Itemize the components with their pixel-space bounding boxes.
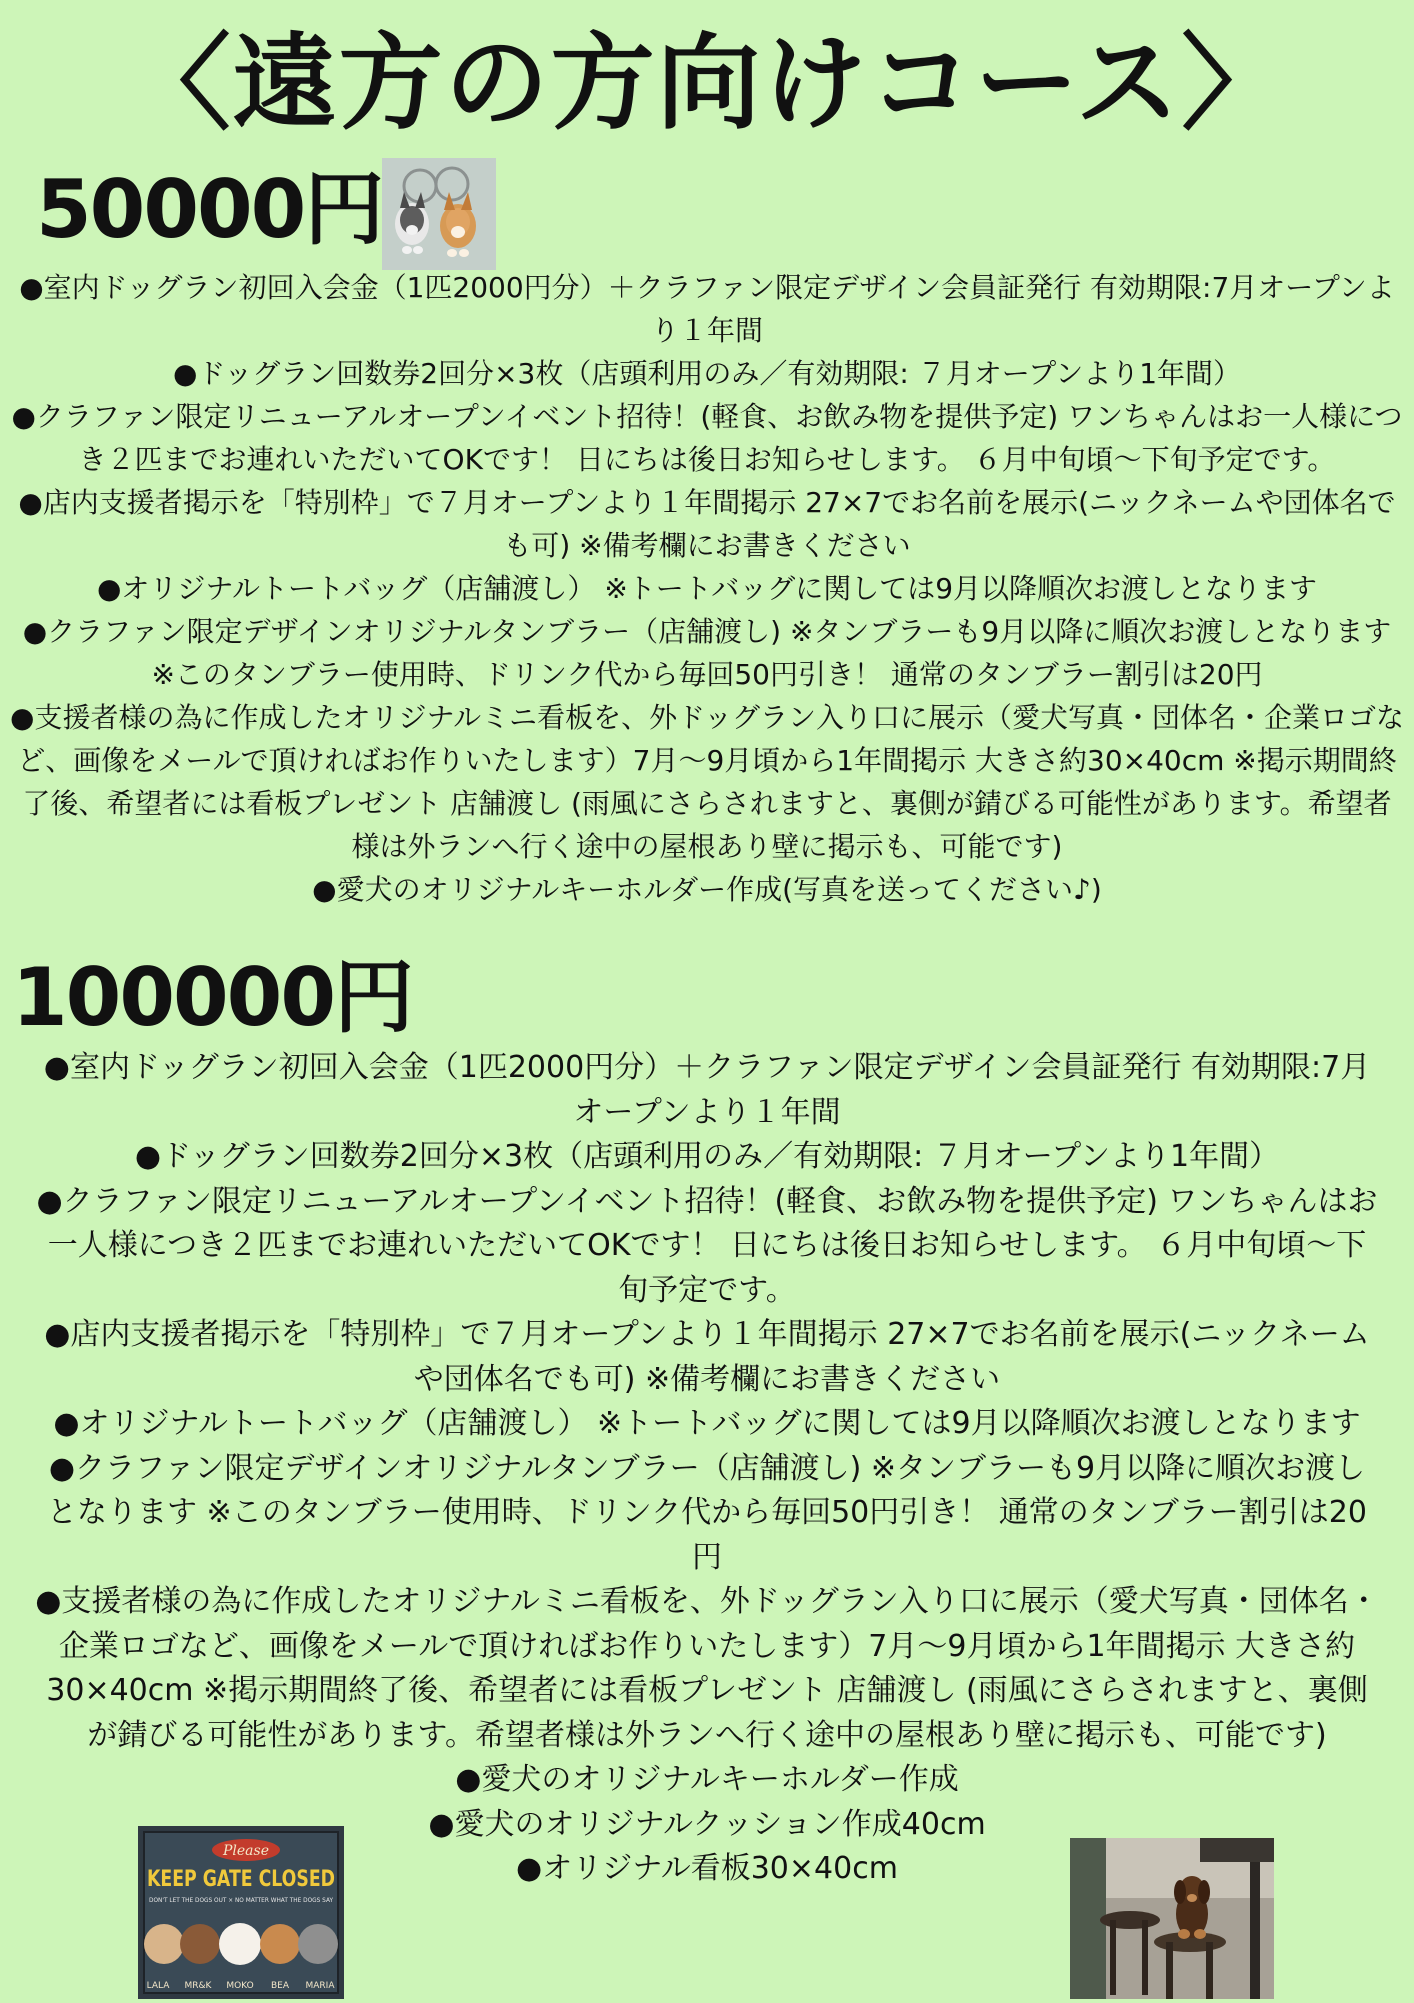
dog-cushion-icon: [1070, 1838, 1274, 1999]
list-item: ●支援者様の為に作成したオリジナルミニ看板を、外ドッグラン入り口に展示（愛犬写真・団体名・企業ロゴなど、画像をメールで頂ければお作りいたします）7月〜9月頃から1年間掲示 大きさ約30×40cm ※掲示期間終了後、希望者には看板プレゼント 店舗渡し (雨風にさらされますと、裏側が錆びる可能性があります。希望者様は外ランへ行く途中の屋根あり壁に掲示も、可能です): [35, 1584, 1379, 1753]
list-item: ●クラファン限定リニューアルオープンイベント招待！(軽食、お飲み物を提供予定) ワンちゃんはお一人様につき２匹までお連れいただいてOKです！ 日にちは後日お知らせします。 ６月中旬頃〜下旬予定です。: [11, 400, 1403, 476]
gate-sign-icon: [138, 1826, 344, 1999]
sign-dog-name: MARIA: [305, 1981, 335, 1991]
list-item: ●クラファン限定デザインオリジナルタンブラー（店舗渡し) ※タンブラーも9月以降に順次お渡しとなります ※このタンブラー使用時、ドリンク代から毎回50円引き！ 通常のタンブラー割引は20円: [22, 615, 1392, 691]
list-item: ●店内支援者掲示を「特別枠」で７月オープンより１年間掲示 27×7でお名前を展示(ニックネームや団体名でも可) ※備考欄にお書きください: [18, 486, 1396, 562]
corgi-keychain-icon: [382, 158, 496, 270]
sign-please-text: Please: [223, 1843, 269, 1859]
price-100000: 100000円: [12, 951, 412, 1044]
sign-dog-name: MR&K: [184, 1981, 212, 1991]
sign-subline-text: DON'T LET THE DOGS OUT × NO MATTER WHAT THE DOGS SAY: [149, 1897, 334, 1904]
list-item: ●愛犬のオリジナルキーホルダー作成(写真を送ってください♪): [312, 873, 1102, 906]
list-item: ●愛犬のオリジナルキーホルダー作成: [455, 1762, 959, 1797]
tier-50000-items: [10, 266, 1404, 911]
gate-sign-photo: [138, 1826, 344, 1999]
list-item: ●オリジナル看板30×40cm: [516, 1851, 898, 1886]
tier-100000-items: [34, 1046, 1380, 1892]
list-item: ●クラファン限定リニューアルオープンイベント招待！(軽食、お飲み物を提供予定) ワンちゃんはお一人様につき２匹までお連れいただいてOKです！ 日にちは後日お知らせします。 ６月中旬頃〜下旬予定です。: [36, 1183, 1378, 1308]
list-item: ●店内支援者掲示を「特別枠」で７月オープンより１年間掲示 27×7でお名前を展示(ニックネームや団体名でも可) ※備考欄にお書きください: [44, 1317, 1370, 1397]
list-item: ●オリジナルトートバッグ（店舗渡し） ※トートバッグに関しては9月以降順次お渡しとなります: [96, 572, 1318, 605]
list-item: ●愛犬のオリジナルクッション作成40cm: [428, 1806, 986, 1842]
list-item: ●クラファン限定デザインオリジナルタンブラー（店舗渡し) ※タンブラーも9月以降に順次お渡しとなります ※このタンブラー使用時、ドリンク代から毎回50円引き！ 通常のタンブラー割引は20円: [47, 1450, 1367, 1575]
sign-dog-name: LALA: [146, 1981, 170, 1991]
keychain-photo: [382, 158, 496, 270]
page-title: 〈遠方の方向けコース〉: [126, 22, 1288, 144]
dog-cushion-photo: [1070, 1838, 1274, 1999]
list-item: ●室内ドッグラン初回入会金（1匹2000円分）＋クラファン限定デザイン会員証発行 有効期限:7月オープンより１年間: [19, 271, 1395, 347]
sign-headline-text: KEEP GATE CLOSED: [147, 1867, 335, 1892]
list-item: ●ドッグラン回数券2回分×3枚（店頭利用のみ／有効期限: ７月オープンより1年間）: [172, 357, 1242, 390]
list-item: ●ドッグラン回数券2回分×3枚（店頭利用のみ／有効期限: ７月オープンより1年間）: [134, 1139, 1280, 1174]
list-item: ●オリジナルトートバッグ（店舗渡し） ※トートバッグに関しては9月以降順次お渡しとなります: [53, 1406, 1361, 1441]
list-item: ●室内ドッグラン初回入会金（1匹2000円分）＋クラファン限定デザイン会員証発行 有効期限:7月オープンより１年間: [43, 1050, 1371, 1130]
price-50000: 50000円: [36, 163, 383, 256]
list-item: ●支援者様の為に作成したオリジナルミニ看板を、外ドッグラン入り口に展示（愛犬写真・団体名・企業ロゴなど、画像をメールで頂ければお作りいたします）7月〜9月頃から1年間掲示 大きさ約30×40cm ※掲示期間終了後、希望者には看板プレゼント 店舗渡し (雨風にさらされますと、裏側が錆びる可能性があります。希望者様は外ランへ行く途中の屋根あり壁に掲示も、可能です): [10, 701, 1404, 863]
sign-dog-name: MOKO: [226, 1981, 254, 1991]
sign-dog-name: BEA: [270, 1981, 290, 1991]
